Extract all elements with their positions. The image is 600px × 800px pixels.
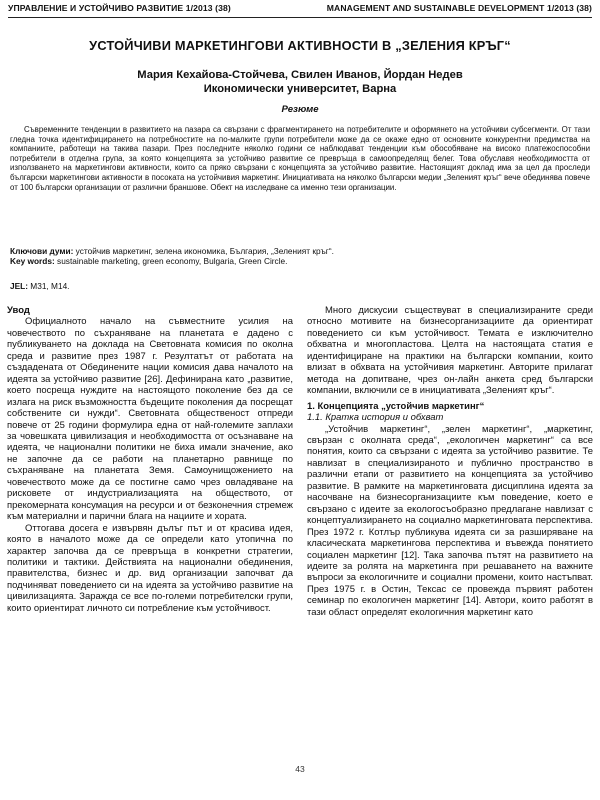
abstract-text: Съвременните тенденции в развитието на пазара са свързани с фрагментирането на потребителите и оформянето на устойчиви субсегменти. От тази гледна точка идентифицирането на потребностите на по-малките групи потребители може да се окаже едно от основните конкурентни предимства на компаниите, работещи на такива пазари. През последните няколко години се наблюдават тенденции към обособяване на високо платежоспособни потребители в отделна група, за която концепцията за устойчиво развитие се превръща в самоопределящ белег. Това обуславя необходимостта от използването на маркетингови активности, които са пряко свързани с концепцията за устойчиво развитие. Настоящият доклад има за цел да проследи български маркетингови активности в посоката на устойчивия маркетинг. Инициативата на няколко български медии „Зеленият кръг“ вече обединява повече от 100 български организации от различни браншове. Обект на изследване са именно тези организации.: [10, 125, 590, 192]
jel-codes: [10, 281, 70, 291]
keywords-bg-label: Ключови думи:: [10, 246, 74, 256]
author-block: [0, 68, 600, 96]
intro-heading: Увод: [7, 305, 30, 316]
left-paragraph-2: Оттогава досега е извървян дълъг път и от красива идея, която в началото може да се определи като утопична по характер започва да се превръща в конкретни стратегии, политики и тактики. Действията на национални обединения, правителства, бизнес и др. вид организации започват да подчиняват поведението си на идеята за устойчиво развитие на цивилизацията. Заражда се все по-големи потребителски групи, които ориентират личното си потребление към устойчивост.: [7, 522, 293, 614]
journal-title-en: MANAGEMENT AND SUSTAINABLE DEVELOPMENT 1/2013 (38): [326, 3, 592, 13]
section-heading-1: 1. Концепцията „устойчив маркетинг“: [307, 400, 485, 412]
keywords-en-label: Key words:: [10, 256, 55, 266]
abstract-heading: Резюме: [281, 104, 319, 115]
left-column: [7, 305, 293, 614]
left-paragraph-1: Официалното начало на съвместните усилия на човечеството по съхраняване на планетата е дадено с публикуването на доклада на Световната комисия по околна среда и развитие през 1987 г. Резултатът от работата на създадената от Обединените нации комисия дава началото на идеята за устойчиво развитие [26]. Дефинирана като „развитие, което посреща нуждите на настоящото поколение без да се излага на риск възможността бъдещите поколения да посрещат собствените си нужди“. Световната общественост отпреди повече от 25 години формулира една от най-големите заплахи за човешката цивилизация и необходимостта от осъзнаване на идеята, че национални политики не биха имали значение, ако не започне да се работи на планетарно равнище по съхраняване на планетата Земя. Самоунищожението на човечеството може да се постигне само чрез овладяване на рисковете от индустриализацията на обществото, от прекомерната консумация на ресурси и от безконечния стремеж към материални и парични блага на нациите и хората.: [7, 316, 293, 523]
keywords-en-text: sustainable marketing, green economy, Bulgaria, Green Circle.: [54, 256, 288, 266]
paper-title: УСТОЙЧИВИ МАРКЕТИНГОВИ АКТИВНОСТИ В „ЗЕЛЕНИЯ КРЪГ“: [89, 38, 511, 53]
subsection-heading-1-1: 1.1. Кратка история и обхват: [307, 412, 444, 424]
abstract: [10, 125, 590, 192]
author-affiliation: Икономически университет, Варна: [203, 83, 397, 95]
journal-title-bg: УПРАВЛЕНИЕ И УСТОЙЧИВО РАЗВИТИЕ 1/2013 (38): [8, 3, 231, 13]
jel-values: M31, M14.: [27, 281, 70, 291]
keywords-en: [10, 256, 590, 266]
right-column: [307, 305, 593, 618]
page-number: 43: [295, 764, 305, 774]
running-header: [8, 3, 592, 18]
right-body-paragraph: „Устойчив маркетинг“, „зелен маркетинг“, „маркетинг, свързан с околната среда“, „екологичен маркетинг“ са все понятия, които са свързани с идеята за устойчиво развитие. Те навлизат в специализираното и публично пространство в различни етапи от развитието на концепцията за устойчиво развитие. В рамките на маркетинговата дисциплина идеята за насочване на бизнесорганизациите към поведение, което е свързано с идеите за екологосъобразно предлагане навлизат с концептуализирането на социално маркетинговата перспектива. През 1972 г. Котлър публикува идеята си за разширяване на класическата маркетингова перспектива и въвежда понятието социален маркетинг [12]. Така започва пътят на развитието на идеите за ролята на маркетинга при решаването на важните въпроси за екологичните и социални промени, които настъпват. През 1975 г. в Остин, Тексас се провежда първият работен семинар по екологичен маркетинг [14]. Автори, които работят в тази област определят екологичния маркетинг като: [307, 423, 593, 618]
keywords-bg-text: устойчив маркетинг, зелена икономика, България, „Зеленият кръг“.: [73, 246, 334, 256]
right-intro-paragraph: Много дискусии съществуват в специализираните среди относно мотивите на бизнесорганизациите да ориентират поведението си към устойчивост. Темата е изключително обхватна и многопластова. Целта на настоящата статия е идентифициране на практики на български компании, които влизат в обхвата на устойчивия маркетинг. Авторите прилагат метода на допитване, чрез он-лайн анкета сред български компании, включили се в инициативата „Зеленият кръг“.: [307, 305, 593, 397]
keywords-block: [10, 246, 590, 266]
keywords-bg: [10, 246, 590, 256]
author-names: Мария Кехайова-Стойчева, Свилен Иванов, Йордан Недев: [137, 69, 463, 81]
jel-label: JEL:: [10, 281, 28, 291]
